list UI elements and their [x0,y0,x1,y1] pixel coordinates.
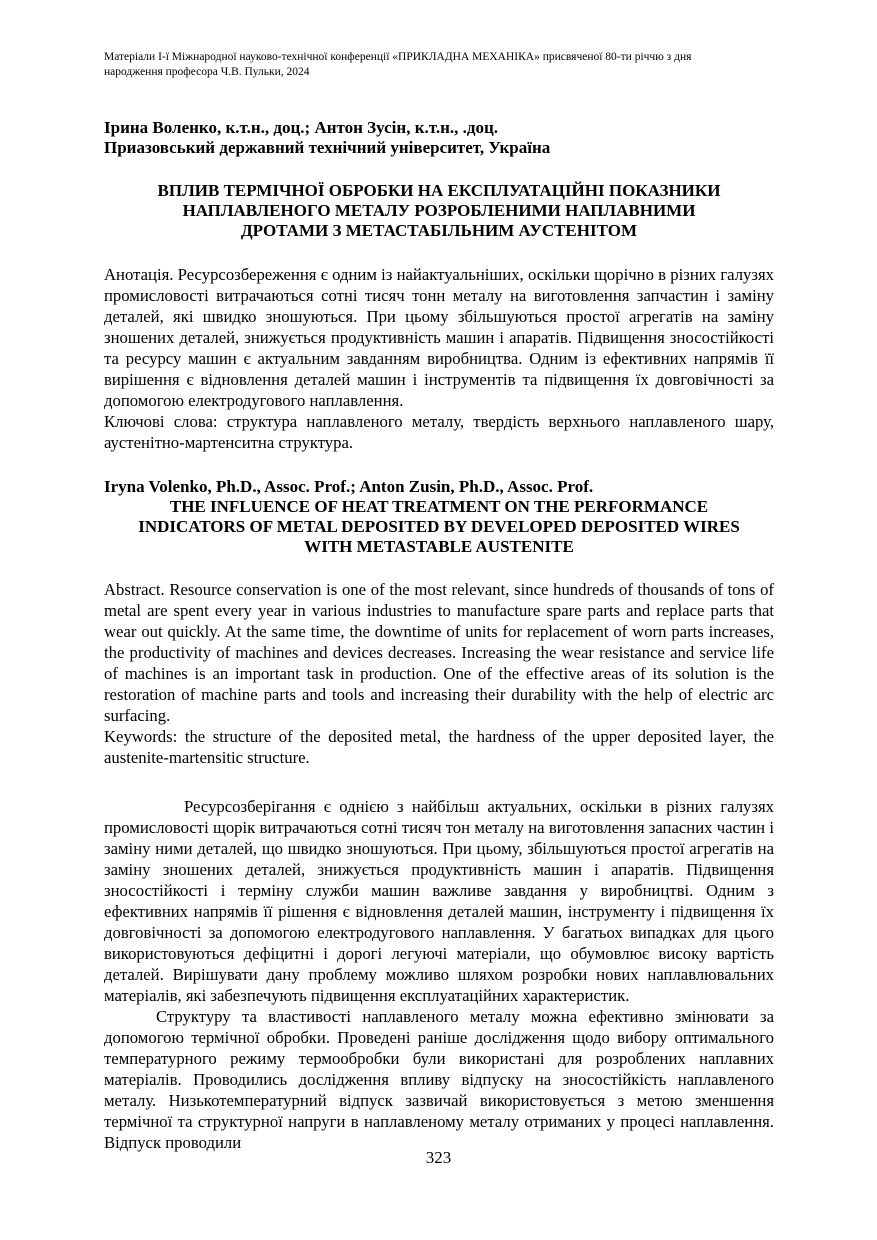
abstract-uk: Анотація. Ресурсозбереження є одним із найактуальніших, оскільки щорічно в різних галузях промисловості витрачаються сотні тисяч тонн металу на виготовлення запчастин і заміну деталей, які швидко зношуються. При цьому збільшуються простої агрегатів на заміну зношених деталей, знижується продуктивність машин і апаратів. Підвищення зносостійкості та ресурсу машин є актуальним завданням виробництва. Одним із ефективних напрямів її вирішення є відновлення деталей машин і інструментів та підвищення їх довговічності за допомогою електродугового наплавлення. [104,265,774,410]
main-paragraph-1b-text: Вирішувати дану проблему можливо шляхом розробки нових наплавлювальних матеріалів, які забезпечують підвищення експлуатаційних характеристик. [104,965,775,1005]
keywords-uk: Ключові слова: структура наплавленого металу, твердість верхнього наплавленого шару, аустенітно-мартенситна структура. [104,412,774,452]
title-en-line-3: WITH METASTABLE AUSTENITE [304,537,574,556]
page-number: 323 [425,1148,452,1167]
main-paragraph-2: Структуру та властивості наплавленого металу можна ефективно змінювати за допомогою термічної обробки. Проведені раніше дослідження щодо вибору оптимального температурного режиму термообробки були використані для розроблених наплавних матеріалів. Проводились дослідження впливу відпуску на зносостійкість наплавленого металу. Низькотемпературний відпуск зазвичай використовується з метою зменшення термічної та структурної напруги в наплавленому металу отриманих у процесі наплавлення. Відпуск проводили [104,1007,774,1152]
document-page [104,50,774,1153]
main-paragraph-1 [104,796,774,1006]
title-uk-line-2: НАПЛАВЛЕНОГО МЕТАЛУ РОЗРОБЛЕНИМИ НАПЛАВНИМИ [182,201,696,220]
title-uk [104,181,774,241]
header-line-1: Матеріали І-ї Міжнародної науково-технічної конференції «ПРИКЛАДНА МЕХАНІКА» присвяченої 80-ти річчю з дня [104,51,692,63]
title-uk-line-3: ДРОТАМИ З МЕТАСТАБІЛЬНИМ АУСТЕНІТОМ [240,221,637,240]
title-uk-line-1: ВПЛИВ ТЕРМІЧНОЇ ОБРОБКИ НА ЕКСПЛУАТАЦІЙНІ ПОКАЗНИКИ [157,181,721,200]
header-line-2: народження професора Ч.В. Пульки, 2024 [104,66,310,78]
title-en-line-2: INDICATORS OF METAL DEPOSITED BY DEVELOPED DEPOSITED WIRES [138,517,740,536]
abstract-en: Abstract. Resource conservation is one of the most relevant, since hundreds of thousands of tons of metal are spent every year in various industries to manufacture spare parts and replace parts that wear out quickly. At the same time, the downtime of units for replacement of worn parts increases, the productivity of machines and devices decreases. Increasing the wear resistance and service life of machines is an important task in production. One of the effective areas of its solution is the restoration of machine parts and tools and increasing their durability with the help of electric arc surfacing. [104,580,774,725]
title-en-line-1: THE INFLUENCE OF HEAT TREATMENT ON THE PERFORMANCE [169,497,709,516]
main-paragraph-1-text: Ресурсозберігання є однією з найбільш актуальних, оскільки в різних галузях промисловості щорік витрачаються сотні тисяч тон металу на виготовлення запасних частин і заміну ними деталей, що швидко зношуються. При цьому, збільшуються простої агрегатів на заміну зношених деталей, знижується продуктивність машин і апаратів. Підвищення зносостійкості і терміну служби машин важливе завдання у виробництві. Одним з ефективних напрямів її рішення є відновлення деталей машин, інструменту і підвищення їх довговічності за допомогою електродугового наплавлення. У багатьох випадках для цього використовуються дефіцитні і дорогі легуючі матеріали, що обумовлює високу вартість деталей. [104,797,774,984]
affiliation-uk: Приазовський державний технічний університет, Україна [104,138,551,157]
running-header [104,50,774,80]
title-en [104,497,774,557]
authors-uk: Ірина Воленко, к.т.н., доц.; Антон Зусін, к.т.н., .доц. [104,118,499,137]
keywords-en: Keywords: the structure of the deposited metal, the hardness of the upper deposited layer, the austenite-martensitic structure. [104,727,774,767]
authors-en: Iryna Volenko, Ph.D., Assoc. Prof.; Anton Zusin, Ph.D., Assoc. Prof. [104,477,594,496]
